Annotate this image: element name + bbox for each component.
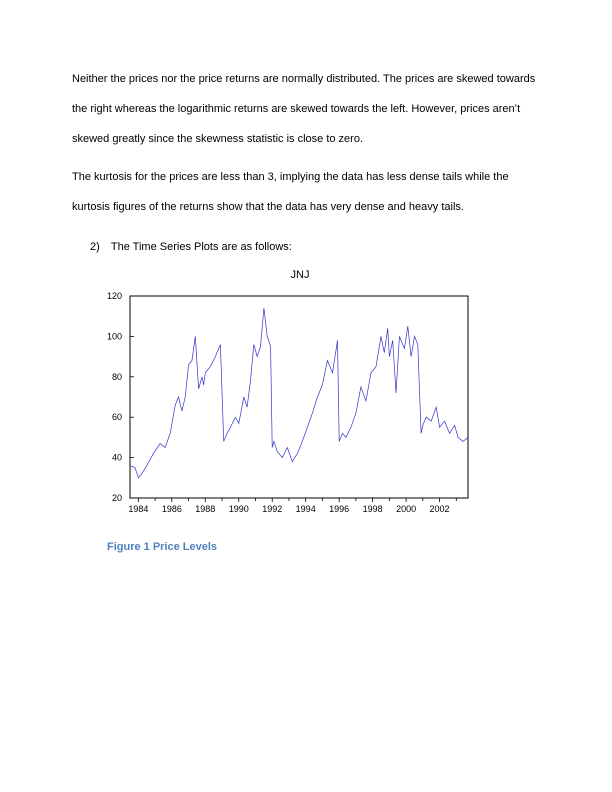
x-tick-label: 1986 [161, 504, 182, 514]
x-tick-label: 1992 [262, 504, 283, 514]
y-tick-label: 60 [111, 412, 122, 423]
x-axis [128, 498, 456, 514]
list-item-time-series [90, 232, 292, 262]
paragraph-kurtosis: The kurtosis for the prices are less than 3, implying the data has less dense tails while the kurtosis figures of the returns show that the data has very dense and heavy tails. [72, 171, 509, 213]
list-item-text: The Time Series Plots are as follows: [110, 241, 292, 253]
paragraph-distribution: Neither the prices nor the price returns are normally distributed. The prices are skewed towards the right whereas the logarithmic returns are skewed towards the left. However, prices aren’t skewed greatly since the skewness statistic is close to zero. [72, 73, 536, 145]
plot-area-frame [130, 296, 468, 498]
x-tick-label: 2000 [396, 504, 417, 514]
x-tick-label: 2002 [429, 504, 450, 514]
x-tick-label: 1998 [362, 504, 383, 514]
x-tick-label: 1996 [329, 504, 350, 514]
x-tick-label: 1990 [228, 504, 249, 514]
y-tick-label: 100 [106, 331, 122, 342]
chart-svg [100, 262, 480, 524]
series-line-jnj [130, 308, 468, 478]
list-number: 2) [90, 241, 100, 253]
price-chart [100, 262, 480, 524]
x-tick-label: 1994 [295, 504, 316, 514]
chart-title: JNJ [290, 269, 310, 281]
x-tick-label: 1984 [128, 504, 149, 514]
y-tick-label: 80 [111, 371, 122, 382]
figure-caption: Figure 1 Price Levels [107, 541, 218, 553]
x-tick-label: 1988 [195, 504, 216, 514]
y-tick-label: 40 [111, 452, 122, 463]
y-tick-label: 20 [111, 493, 122, 503]
y-tick-label: 120 [106, 291, 122, 301]
